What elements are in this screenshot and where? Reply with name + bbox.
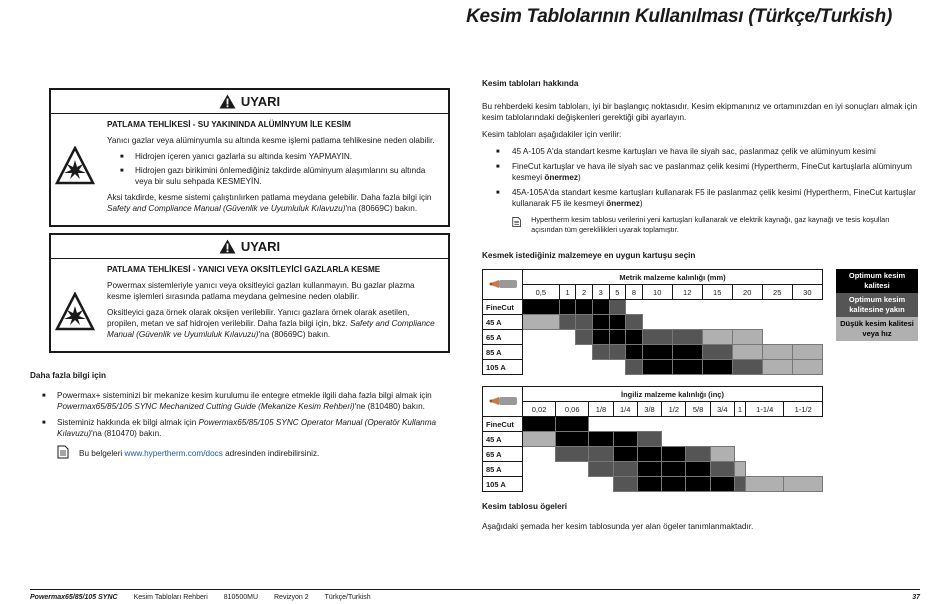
row-label: 65 A: [483, 447, 523, 462]
section-heading: Kesim tabloları hakkında: [482, 79, 579, 88]
warning-text: Yanıcı gazlar veya alüminyumla su altında kesme işlemi patlama tehlikesine neden olabilir.: [107, 136, 435, 145]
warning-bullet: ■ Hidrojen gazı birikimini önlemediğiniz takdirde alüminyum alaşımlarını su altında veya bir sulu sehpada KESMEYİN.: [135, 165, 440, 187]
torch-cartridge-icon: [487, 393, 519, 409]
quality-cell: [589, 417, 613, 432]
list-item: ■ 45A-105A'da standart kesme kartuşları kullanarak F5 ile paslanmaz çelik kesimi (Hypertherm, FineCut kartuşlar kullanarak F5 ile kesmeyi önermez): [512, 187, 918, 209]
table-title: İngiliz malzeme kalınlığı (inç): [523, 387, 823, 402]
quality-cell: [523, 315, 560, 330]
warning-box-aluminum: [49, 88, 450, 227]
quality-cell: [556, 462, 589, 477]
quality-cell: [745, 432, 783, 447]
quality-cell: [686, 447, 710, 462]
table-row: [483, 300, 823, 315]
quality-cell: [559, 360, 576, 375]
footer-part-number: 810500MU: [223, 594, 258, 601]
quality-cell: [702, 360, 732, 375]
quality-cell: [735, 447, 746, 462]
row-label: FineCut: [483, 417, 523, 432]
quality-cell: [686, 462, 710, 477]
quality-cell: [686, 477, 710, 492]
quality-cell: [589, 447, 613, 462]
column-header: 0,02: [523, 402, 556, 417]
quality-cell: [576, 300, 593, 315]
row-label: 105 A: [483, 477, 523, 492]
quality-cell: [732, 315, 762, 330]
cartridge-icon-cell: [483, 270, 523, 300]
quality-cell: [609, 330, 626, 345]
quality-cell: [642, 315, 672, 330]
quality-cell: [637, 447, 661, 462]
quality-cell: [576, 315, 593, 330]
note: Hypertherm kesim tablosu verilerini yeni kartuşları kullanarak ve elektrik kaynağı, gaz kaynağı ve tesis koşulları açısından tüm gereklilikleri uyarak toplamıştır.: [512, 215, 918, 235]
warning-text: Aksi takdirde, kesme sistemi çalıştırılırken patlama meydana gelebilir. Daha fazla bilgi için Safety and Compliance Manual (Güvenlik ve Uyumluluk Kılavuzu)'na (80669C) bakın.: [107, 193, 432, 213]
quality-cell: [589, 477, 613, 492]
section-heading: Kesmek istediğiniz malzemeye en uygun kartuşu seçin: [482, 251, 696, 260]
column-header: 3: [592, 285, 609, 300]
quality-cell: [626, 315, 643, 330]
quality-cell: [626, 300, 643, 315]
quality-cell: [592, 300, 609, 315]
quality-cell: [626, 330, 643, 345]
quality-cell: [672, 330, 702, 345]
column-header: 1: [735, 402, 746, 417]
quality-cell: [702, 345, 732, 360]
cartridge-icon-cell: [483, 387, 523, 417]
table-title: Metrik malzeme kalınlığı (mm): [523, 270, 823, 285]
quality-cell: [609, 345, 626, 360]
quality-cell: [735, 432, 746, 447]
footer-guide: Kesim Tabloları Rehberi: [133, 594, 208, 601]
quality-cell: [732, 345, 762, 360]
quality-cell: [626, 345, 643, 360]
quality-cell: [792, 345, 822, 360]
quality-cell: [732, 300, 762, 315]
column-header: 1-1/4: [745, 402, 783, 417]
table-row: [483, 330, 823, 345]
column-header: 1/8: [589, 402, 613, 417]
quality-cell: [745, 477, 783, 492]
quality-cell: [592, 345, 609, 360]
column-header: 30: [792, 285, 822, 300]
row-label: 85 A: [483, 345, 523, 360]
warning-box-gases: [49, 233, 450, 353]
quality-cell: [609, 360, 626, 375]
quality-cell: [556, 477, 589, 492]
quality-cell: [523, 417, 556, 432]
quality-cell: [662, 447, 686, 462]
row-label: 85 A: [483, 462, 523, 477]
quality-cell: [559, 315, 576, 330]
quality-cell: [642, 360, 672, 375]
table-row: [483, 462, 823, 477]
quality-cell: [662, 417, 686, 432]
column-header: 0,06: [556, 402, 589, 417]
quality-cell: [702, 330, 732, 345]
column-header: 0,5: [523, 285, 560, 300]
quality-cell: [735, 477, 746, 492]
quality-cell: [523, 477, 556, 492]
quality-cell: [792, 315, 822, 330]
quality-cell: [735, 462, 746, 477]
column-header: 25: [762, 285, 792, 300]
row-label: 105 A: [483, 360, 523, 375]
quality-cell: [613, 477, 637, 492]
quality-cell: [637, 417, 661, 432]
quality-cell: [589, 432, 613, 447]
quality-cell: [613, 462, 637, 477]
column-header: 10: [642, 285, 672, 300]
column-header: 3/4: [710, 402, 734, 417]
note: Bu belgeleri www.hypertherm.com/docs adresinden indirebilirsiniz.: [57, 445, 460, 459]
row-label: FineCut: [483, 300, 523, 315]
quality-cell: [792, 360, 822, 375]
legend-low: Düşük kesim kalitesi veya hız: [836, 317, 918, 341]
quality-cell: [762, 330, 792, 345]
quality-cell: [592, 315, 609, 330]
legend: [836, 269, 918, 341]
quality-cell: [702, 300, 732, 315]
quality-cell: [523, 447, 556, 462]
column-header: 1-1/2: [784, 402, 823, 417]
quality-cell: [556, 447, 589, 462]
quality-cell: [672, 315, 702, 330]
quality-cell: [732, 360, 762, 375]
section-heading: Daha fazla bilgi için: [30, 371, 106, 380]
quality-cell: [710, 432, 734, 447]
warning-subtitle: PATLAMA TEHLİKESİ - SU YAKININDA ALÜMİNYUM İLE KESİM: [107, 120, 351, 129]
quality-cell: [745, 417, 783, 432]
quality-cell: [637, 477, 661, 492]
row-label: 45 A: [483, 432, 523, 447]
quality-cell: [784, 462, 823, 477]
quality-cell: [745, 447, 783, 462]
about-section: [482, 78, 918, 235]
quality-cell: [559, 330, 576, 345]
table-row: [483, 345, 823, 360]
warning-subtitle: PATLAMA TEHLİKESİ - YANICI VEYA OKSİTLEYİCİ GAZLARLA KESME: [107, 265, 381, 274]
legend-best: Optimum kesim kalitesi: [836, 269, 918, 293]
section-heading: Kesim tablosu ögeleri: [482, 502, 568, 511]
warning-heading: UYARI: [240, 94, 281, 109]
quality-cell: [523, 330, 560, 345]
legend-optimum: Optimum kesim kalitesine yakın: [836, 293, 918, 317]
quality-cell: [576, 360, 593, 375]
row-label: 45 A: [483, 315, 523, 330]
quality-cell: [609, 315, 626, 330]
quality-cell: [792, 300, 822, 315]
quality-cell: [672, 360, 702, 375]
column-header: 5: [609, 285, 626, 300]
table-row: [483, 315, 823, 330]
quality-cell: [576, 330, 593, 345]
column-header: 3/8: [637, 402, 661, 417]
warning-heading: UYARI: [240, 239, 281, 254]
table-row: [483, 417, 823, 432]
quality-cell: [523, 432, 556, 447]
quality-cell: [642, 330, 672, 345]
table-row: [483, 432, 823, 447]
list-item: ■ 45 A-105 A'da standart kesme kartuşları ve hava ile siyah sac, paslanmaz çelik ve alüminyum kesimi: [512, 146, 918, 157]
quality-cell: [762, 360, 792, 375]
quality-cell: [556, 432, 589, 447]
column-header: 8: [626, 285, 643, 300]
page-number: 37: [912, 594, 920, 601]
warning-header: [51, 90, 448, 114]
quality-cell: [637, 462, 661, 477]
table-row: [483, 447, 823, 462]
footer-product: Powermax65/85/105 SYNC: [30, 594, 118, 601]
column-header: 15: [702, 285, 732, 300]
quality-cell: [710, 417, 734, 432]
docs-link[interactable]: www.hypertherm.com/docs: [124, 449, 223, 458]
quality-cell: [523, 300, 560, 315]
quality-cell: [592, 330, 609, 345]
warning-triangle-icon: [219, 239, 236, 254]
table-row: [483, 360, 823, 375]
paragraph: Bu rehberdeki kesim tabloları, iyi bir başlangıç noktasıdır. Kesim ekipmanınız ve ortamınızdan en iyi sonuçları almak için kesim tablolarındaki değişkenleri gerektiği gibi ayarlayın.: [482, 102, 918, 122]
quality-cell: [710, 462, 734, 477]
quality-cell: [762, 300, 792, 315]
quality-cell: [732, 330, 762, 345]
quality-cell: [710, 477, 734, 492]
warning-text: Powermax sistemleriyle yanıcı veya oksitleyici gazları kullanmayın. Bu gazlar plazma kesme işlemleri sırasında patlama meydana gelmesine neden olabilir.: [107, 281, 415, 301]
column-header: 1/2: [662, 402, 686, 417]
quality-cell: [710, 447, 734, 462]
more-info-section: [30, 370, 460, 459]
quality-cell: [762, 315, 792, 330]
quality-cell: [735, 417, 746, 432]
quality-cell: [745, 462, 783, 477]
row-label: 65 A: [483, 330, 523, 345]
quality-cell: [642, 345, 672, 360]
column-header: 5/8: [686, 402, 710, 417]
footer-revision: Revizyon 2: [274, 594, 309, 601]
quality-cell: [559, 345, 576, 360]
quality-cell: [523, 345, 560, 360]
quality-cell: [672, 345, 702, 360]
quality-cell: [613, 432, 637, 447]
quality-cell: [613, 417, 637, 432]
column-header: 12: [672, 285, 702, 300]
warning-bullet: ■ Hidrojen içeren yanıcı gazlarla su altında kesim YAPMAYIN.: [135, 151, 440, 162]
warning-header: [51, 235, 448, 259]
metric-thickness-table: [482, 269, 823, 375]
note-icon: [57, 445, 69, 459]
paragraph: Aşağıdaki şemada her kesim tablosunda yer alan ögeler tanımlanmaktadır.: [482, 522, 754, 531]
column-header: 1/4: [613, 402, 637, 417]
quality-cell: [559, 300, 576, 315]
quality-cell: [609, 300, 626, 315]
quality-cell: [662, 477, 686, 492]
explosion-hazard-icon: [55, 146, 95, 186]
imperial-thickness-table: [482, 386, 823, 492]
paragraph: Kesim tabloları aşağıdakiler için verilir:: [482, 130, 622, 139]
quality-cell: [589, 462, 613, 477]
quality-cell: [626, 360, 643, 375]
torch-cartridge-icon: [487, 276, 519, 292]
column-header: 2: [576, 285, 593, 300]
quality-cell: [592, 360, 609, 375]
list-item: ■ FineCut kartuşlar ve hava ile siyah sac ve paslanmaz çelik kesimi (Hypertherm, FineCut kartuşlarla alüminyum kesmeyi önermez): [512, 161, 918, 183]
quality-cell: [784, 477, 823, 492]
quality-cell: [784, 432, 823, 447]
quality-cell: [792, 330, 822, 345]
column-header: 20: [732, 285, 762, 300]
quality-cell: [672, 300, 702, 315]
quality-cell: [702, 315, 732, 330]
quality-cell: [662, 432, 686, 447]
quality-cell: [637, 432, 661, 447]
quality-cell: [613, 447, 637, 462]
quality-cell: [784, 447, 823, 462]
quality-cell: [686, 432, 710, 447]
list-item: ■ Powermax+ sisteminizi bir mekanize kesim kurulumu ile entegre etmekle ilgili daha fazla bilgi almak için Powermax65/85/105 SYNC Mechanized Cutting Guide (Mekanize Kesim Rehberi)'ne (810480) bakın.: [57, 390, 460, 412]
quality-cell: [662, 462, 686, 477]
footer-language: Türkçe/Turkish: [324, 594, 371, 601]
page-footer: [30, 589, 920, 601]
quality-cell: [523, 462, 556, 477]
table-row: [483, 477, 823, 492]
warning-triangle-icon: [219, 94, 236, 109]
page-title: Kesim Tablolarının Kullanılması (Türkçe/Turkish): [466, 6, 892, 27]
quality-cell: [556, 417, 589, 432]
explosion-hazard-icon: [55, 292, 95, 332]
list-item: ■ Sisteminiz hakkında ek bilgi almak için Powermax65/85/105 SYNC Operator Manual (Operatör Kullanma Kılavuzu)'na (810470) bakın.: [57, 417, 460, 439]
warning-text: Oksitleyici gaza örnek olarak oksijen verilebilir. Yanıcı gazlara örnek olarak asetilen, propilen, metan ve saf hidrojen verilebilir. Daha fazla bilgi için, bkz. Safety and Compliance Manual (Güvenlik ve Uyumluluk Kılavuzu)'na (80669C) bakın.: [107, 308, 435, 339]
quality-cell: [784, 417, 823, 432]
column-header: 1: [559, 285, 576, 300]
quality-cell: [523, 360, 560, 375]
note-icon: [512, 215, 521, 229]
quality-cell: [576, 345, 593, 360]
quality-cell: [762, 345, 792, 360]
quality-cell: [686, 417, 710, 432]
quality-cell: [642, 300, 672, 315]
